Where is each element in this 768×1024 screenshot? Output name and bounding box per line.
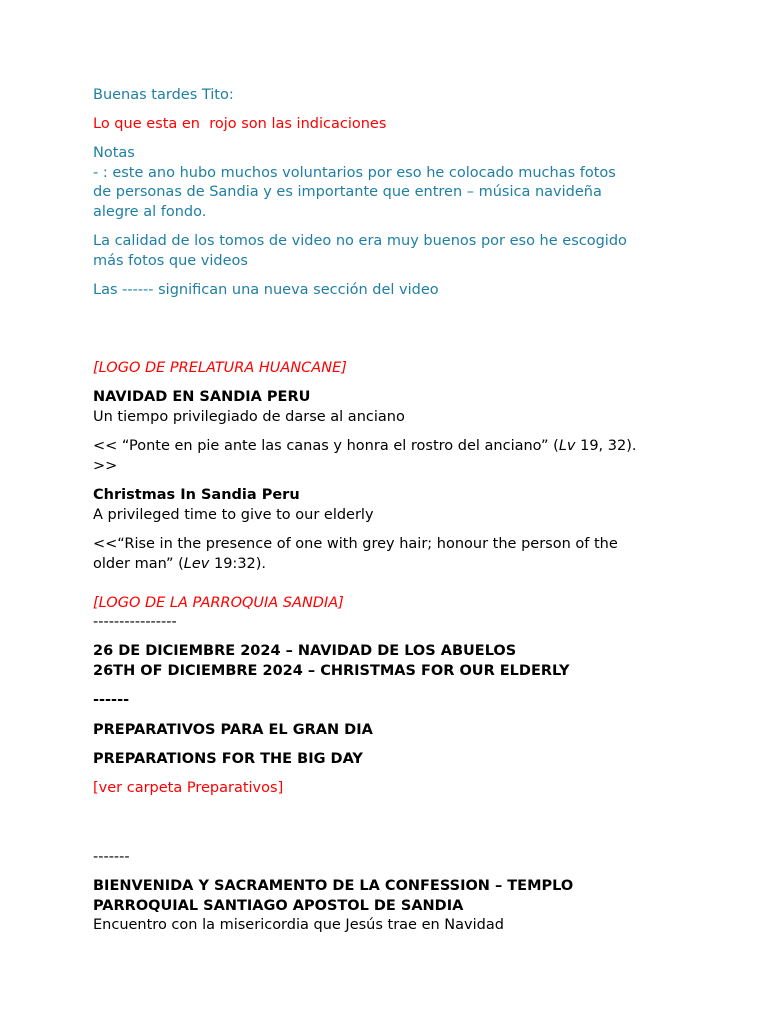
logo-parroquia-indication: [LOGO DE LA PARROQUIA SANDIA] [93,595,344,611]
quote-en-text: older man” ( [93,556,184,572]
red-indications-note: Lo que esta en rojo son las indicaciones [93,116,387,132]
divider: ------ [93,692,130,708]
quote-es-end: >> [93,458,118,474]
subtitle-en: A privileged time to give to our elderly [93,507,374,523]
event-date-es: 26 DE DICIEMBRE 2024 – NAVIDAD DE LOS ABUELOS [93,643,517,659]
calidad-note-line: La calidad de los tomos de video no era muy buenos por eso he escogido [93,233,627,249]
welcome-title-line: PARROQUIAL SANTIAGO APOSTOL DE SANDIA [93,898,464,914]
section-divider-note: Las ------ significan una nueva sección del video [93,282,439,298]
prep-title-es: PREPARATIVOS PARA EL GRAN DIA [93,722,373,738]
quote-en [93,555,266,575]
divider: ---------------- [93,614,177,630]
event-date-en: 26TH OF DICIEMBRE 2024 – CHRISTMAS FOR OUR ELDERLY [93,663,570,679]
notas-label: Notas [93,145,135,161]
notas-line: alegre al fondo. [93,204,207,220]
notas-line: de personas de Sandia y es importante que entren – música navideña [93,184,602,200]
quote-en-ref: Lev [183,556,210,572]
prep-title-en: PREPARATIONS FOR THE BIG DAY [93,751,363,767]
divider: ------- [93,849,130,865]
quote-es-verse: 19, 32). [575,438,637,454]
subtitle-es: Un tiempo privilegiado de darse al anciano [93,409,405,425]
quote-es-text: << “Ponte en pie ante las canas y honra el rostro del anciano” ( [93,438,559,454]
quote-en-verse: 19:32). [209,556,267,572]
quote-en-line: <<“Rise in the presence of one with grey hair; honour the person of the [93,536,618,552]
title-en: Christmas In Sandia Peru [93,487,300,503]
welcome-title-line: BIENVENIDA Y SACRAMENTO DE LA CONFESSION – TEMPLO [93,878,574,894]
quote-es-ref: Lv [558,438,576,454]
greeting: Buenas tardes Tito: [93,87,234,103]
notas-line: - : este ano hubo muchos voluntarios por eso he colocado muchas fotos [93,165,616,181]
prep-folder-indication: [ver carpeta Preparativos] [93,780,284,796]
quote-es [93,437,636,457]
welcome-subtitle: Encuentro con la misericordia que Jesús trae en Navidad [93,917,504,933]
logo-prelatura-indication: [LOGO DE PRELATURA HUANCANE] [93,360,347,376]
title-es: NAVIDAD EN SANDIA PERU [93,389,311,405]
calidad-note-line: más fotos que videos [93,253,248,269]
